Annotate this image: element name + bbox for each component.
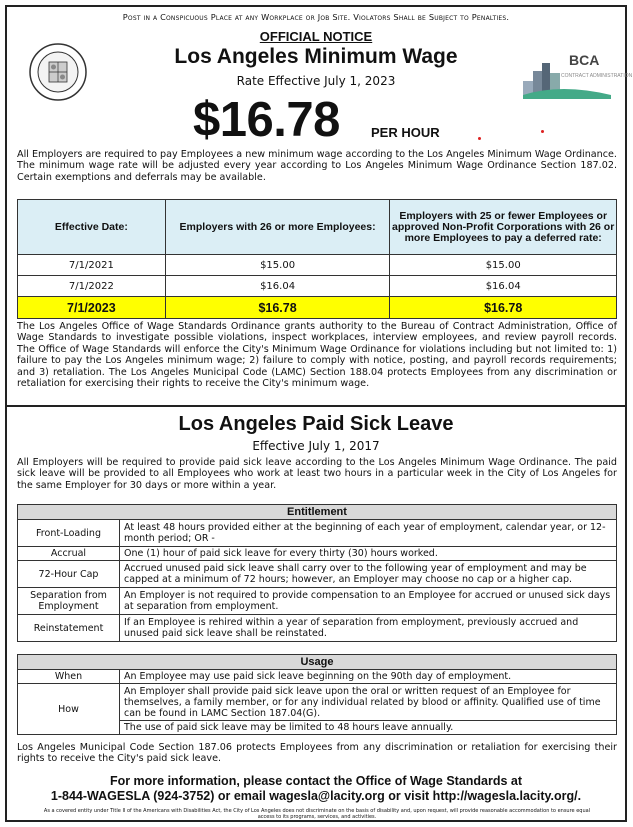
table-row	[18, 520, 617, 547]
section-divider	[7, 405, 625, 407]
row-label: Separation from Employment	[18, 588, 120, 615]
contact-line-2: 1-844-WAGESLA (924-3752) or email wagesla@lacity.org or visit http://wagesla.lacity.org/.	[50, 789, 582, 803]
rate-effective-date: Rate Effective July 1, 2023	[236, 74, 396, 88]
row-text: The use of paid sick leave may be limited to 48 hours leave annually.	[120, 721, 617, 735]
table-cell: $16.04	[165, 276, 390, 297]
svg-text:CONTRACT ADMINISTRATION: CONTRACT ADMINISTRATION	[561, 73, 633, 79]
sick-leave-protection: Los Angeles Municipal Code Section 187.06 protects Employees from any discrimination or retaliation for exercising their rights to receive the City's paid sick leave.	[17, 742, 617, 765]
row-label: When	[18, 670, 120, 684]
paid-sick-leave-intro: All Employers will be required to provide paid sick leave according to the Los Angeles Minimum Wage Ordinance. The paid sick leave will be provided to all Employees who work at least two hours in a particular week in the City of Los Angeles for the same Employer for 30 days or more within a year.	[17, 457, 617, 491]
posting-requirement: Post in a Conspicuous Place at any Workplace or Job Site. Violators Shall be Subject to Penalties.	[122, 12, 510, 22]
table-cell: $16.04	[390, 276, 617, 297]
row-text: If an Employee is rehired within a year of separation from employment, previously accrued and unused paid sick leave shall be reinstated.	[120, 615, 617, 642]
ada-notice: As a covered entity under Title II of the Americans with Disabilities Act, the City of Los Angeles does not discriminate on the basis of disability and, upon request, will provide reasonable accommodation to ensure equal access to its programs, services, and activities.	[43, 808, 591, 820]
row-text: One (1) hour of paid sick leave for every thirty (30) hours worked.	[120, 547, 617, 561]
row-label: Accrual	[18, 547, 120, 561]
wage-rate-table	[17, 199, 617, 319]
notice-page	[5, 5, 633, 822]
table-header: Employers with 26 or more Employees:	[165, 200, 390, 255]
row-text: An Employee may use paid sick leave beginning on the 90th day of employment.	[120, 670, 617, 684]
table-row	[18, 547, 617, 561]
table-cell: 7/1/2023	[18, 297, 166, 319]
table-row	[18, 684, 617, 721]
current-rate-row	[18, 297, 617, 319]
table-cell: $16.78	[390, 297, 617, 319]
contact-info	[7, 774, 625, 804]
table-header: Employers with 25 or fewer Employees or approved Non-Profit Corporations with 26 or more Employees to pay a deferred rate:	[390, 200, 617, 255]
row-label: 72-Hour Cap	[18, 561, 120, 588]
table-cell: $16.78	[165, 297, 390, 319]
usage-table	[17, 654, 617, 735]
row-label: Reinstatement	[18, 615, 120, 642]
table-header: Effective Date:	[18, 200, 166, 255]
table-cell: $15.00	[390, 255, 617, 276]
contact-line-1: For more information, please contact the Office of Wage Standards at	[109, 774, 523, 788]
entitlement-heading: Entitlement	[18, 505, 617, 520]
table-header-row	[18, 200, 617, 255]
intro-paragraph: All Employers are required to pay Employees a new minimum wage according to the Los Angeles Minimum Wage Ordinance. The minimum wage rate will be adjusted every year according to Los Angeles Minimum Wage Ordinance Section 187.02. Certain exemptions and deferrals may be available.	[17, 149, 617, 183]
table-row	[18, 670, 617, 684]
row-label: How	[18, 684, 120, 735]
row-text: Accrued unused paid sick leave shall carry over to the following year of employment and may be capped at a minimum of 72 hours; however, an Employer may choose no cap or a higher cap.	[120, 561, 617, 588]
table-cell: 7/1/2021	[18, 255, 166, 276]
table-row	[18, 588, 617, 615]
paid-sick-leave-title: Los Angeles Paid Sick Leave	[178, 413, 454, 435]
row-text: At least 48 hours provided either at the beginning of each year of employment, calendar year, or 12-month period; OR -	[120, 520, 617, 547]
paid-sick-leave-effective: Effective July 1, 2017	[252, 439, 380, 453]
row-text: An Employer shall provide paid sick leave upon the oral or written request of an Employee for themselves, a family member, or for any individual related by blood or affinity. Qualified use of time can be found in LAMC Section 187.04(G).	[120, 684, 617, 721]
entitlement-table	[17, 504, 617, 642]
table-row	[18, 615, 617, 642]
row-label: Front-Loading	[18, 520, 120, 547]
usage-heading: Usage	[18, 655, 617, 670]
enforcement-paragraph: The Los Angeles Office of Wage Standards Ordinance grants authority to the Bureau of Contract Administration, Office of Wage Standards to investigate possible violations, inspect workplaces, interview employees, and review payroll records. The Office of Wage Standards will enforce the City's Minimum Wage Ordinance for violations including but not limited to: 1) failure to pay the Los Angeles minimum wage; 2) failure to comply with notice, posting, and payroll records requirements; and 3) retaliation. The Los Angeles Municipal Code (LAMC) Section 188.04 protects Employees from any discrimination or retaliation for exercising their rights to receive the City's minimum wage.	[17, 321, 617, 390]
per-hour-label: PER HOUR	[371, 125, 440, 140]
table-cell: $15.00	[165, 255, 390, 276]
table-cell: 7/1/2022	[18, 276, 166, 297]
table-row	[18, 255, 617, 276]
accent-dot	[541, 130, 544, 133]
table-row	[18, 276, 617, 297]
minimum-wage-title: Los Angeles Minimum Wage	[174, 45, 458, 68]
svg-text:BCA: BCA	[569, 52, 600, 68]
table-row	[18, 561, 617, 588]
wage-amount: $16.78	[193, 93, 340, 147]
accent-dot	[478, 137, 481, 140]
official-notice-label: OFFICIAL NOTICE	[259, 29, 373, 44]
row-text: An Employer is not required to provide compensation to an Employee for accrued or unused sick days at separation from employment.	[120, 588, 617, 615]
